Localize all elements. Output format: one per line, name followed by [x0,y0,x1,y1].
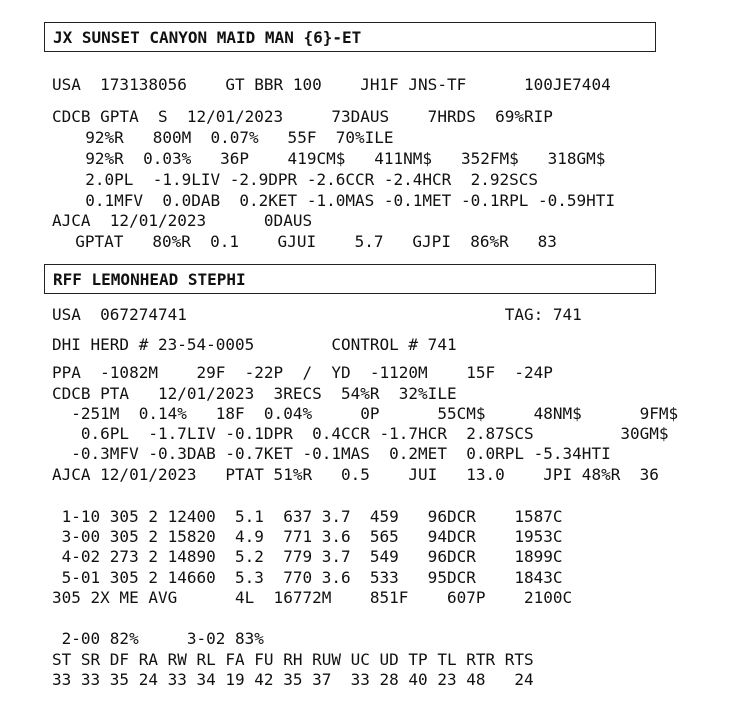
dam-line-production: 92%R 800M 0.07% 55F 70%ILE [66,128,394,147]
classification-scores: 2-00 82% 3-02 83% [52,629,264,648]
cow-line-production: -251M 0.14% 18F 0.04% 0P 55CM$ 48NM$ 9FM$ [52,404,679,423]
cow-header-box [44,264,656,294]
cow-line-registration: USA 067274741 TAG: 741 [52,305,582,324]
dam-header-title: JX SUNSET CANYON MAID MAN {6}-ET [53,28,362,47]
dam-line-gptat: GPTAT 80%R 0.1 GJUI 5.7 GJPI 86%R 83 [56,232,557,251]
dam-line-registration: USA 173138056 GT BBR 100 JH1F JNS-TF 100JE7404 [52,75,611,94]
dam-line-ajca: AJCA 12/01/2023 0DAUS [52,211,313,230]
dam-line-wellness: 0.1MFV 0.0DAB 0.2KET -1.0MAS -0.1MET -0.1RPL -0.59HTI [66,191,616,210]
linear-traits-header: ST SR DF RA RW RL FA FU RH RUW UC UD TP TL RTR RTS [52,650,534,669]
dam-header-box [44,22,656,52]
dam-line-indexes: 92%R 0.03% 36P 419CM$ 411NM$ 352FM$ 318GM$ [66,149,606,168]
cow-line-ajca: AJCA 12/01/2023 PTAT 51%R 0.5 JUI 13.0 JPI 48%R 36 [52,465,659,484]
lactation-row: 5-01 305 2 14660 5.3 770 3.6 533 95DCR 1843C [52,568,563,587]
lactation-row: 1-10 305 2 12400 5.1 637 3.7 459 96DCR 1587C [52,507,563,526]
lactation-average: 305 2X ME AVG 4L 16772M 851F 607P 2100C [52,588,573,607]
dam-line-gpta: CDCB GPTA S 12/01/2023 73DAUS 7HRDS 69%RIP [52,107,553,126]
cow-line-herd: DHI HERD # 23-54-0005 CONTROL # 741 [52,335,457,354]
cow-line-health: 0.6PL -1.7LIV -0.1DPR 0.4CCR -1.7HCR 2.87SCS 30GM$ [52,424,669,443]
cow-line-ppa: PPA -1082M 29F -22P / YD -1120M 15F -24P [52,363,553,382]
cow-line-wellness: -0.3MFV -0.3DAB -0.7KET -0.1MAS 0.2MET 0.0RPL -5.34HTI [52,444,611,463]
cow-line-pta: CDCB PTA 12/01/2023 3RECS 54%R 32%ILE [52,384,457,403]
lactation-row: 4-02 273 2 14890 5.2 779 3.7 549 96DCR 1899C [52,547,563,566]
dam-line-health: 2.0PL -1.9LIV -2.9DPR -2.6CCR -2.4HCR 2.92SCS [66,170,539,189]
lactation-row: 3-00 305 2 15820 4.9 771 3.6 565 94DCR 1953C [52,527,563,546]
cow-header-title: RFF LEMONHEAD STEPHI [53,270,246,289]
linear-traits-values: 33 33 35 24 33 34 19 42 35 37 33 28 40 23 48 24 [52,670,534,689]
